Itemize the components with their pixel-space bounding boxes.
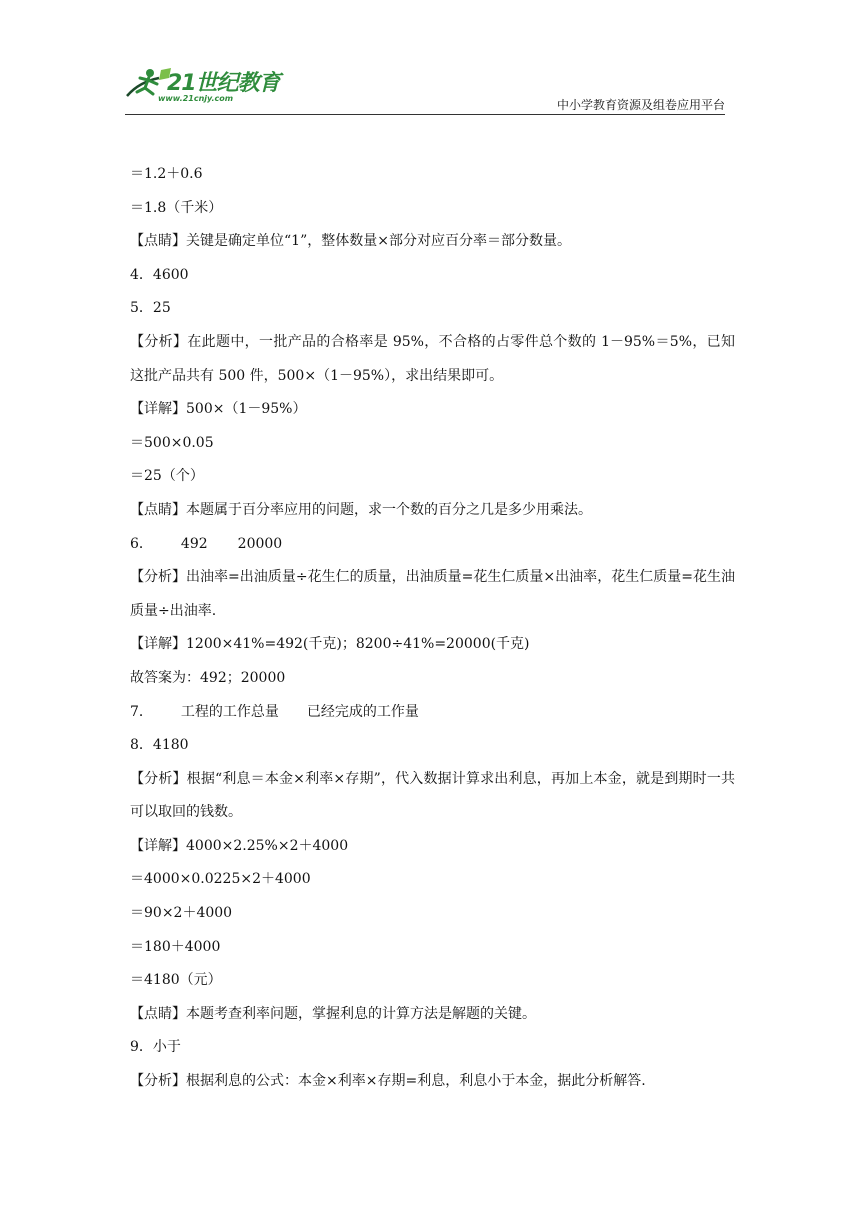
text-line: ＝4180（元）	[130, 972, 222, 989]
text-paragraph: 【分析】根据“利息＝本金×利率×存期”，代入数据计算求出利息，再加上本金，就是到期时一共可以取回的钱数。	[130, 770, 735, 821]
answer-blank: 已经完成的工作量	[306, 703, 419, 720]
text-line: ＝1.8（千米）	[130, 199, 223, 216]
page-header	[0, 0, 860, 120]
text-line: ＝25（个）	[130, 468, 204, 485]
answer-blank: 工程的工作总量	[180, 703, 279, 720]
platform-title: 中小学教育资源及组卷应用平台	[556, 98, 725, 112]
text-paragraph: 【分析】在此题中，一批产品的合格率是 95%，不合格的占零件总个数的 1－95%＝5%，已知这批产品共有 500 件，500×（1－95%），求出结果即可。	[130, 333, 735, 384]
text-line: ＝90×2＋4000	[130, 905, 233, 922]
header-divider	[125, 114, 725, 115]
text-line: 5．25	[130, 300, 171, 317]
text-line: 8．4180	[130, 737, 189, 754]
answer-blank: 20000	[237, 535, 283, 552]
text-line: 4．4600	[130, 266, 189, 283]
text-line: 【点睛】关键是确定单位“1”，整体数量×部分对应百分率＝部分数量。	[130, 233, 571, 250]
text-line: ＝180＋4000	[130, 938, 221, 955]
text-line: ＝1.2＋0.6	[130, 166, 203, 182]
text-line: ＝4000×0.0225×2＋4000	[130, 871, 311, 888]
text-line: 【分析】根据利息的公式：本金×利率×存期=利息，利息小于本金，据此分析解答.	[130, 1073, 646, 1090]
logo-text: 21世纪教育	[167, 71, 280, 96]
logo-url: www.21cnjy.com	[158, 94, 234, 103]
text-line: 9．小于	[130, 1039, 181, 1056]
question-7-answer	[130, 696, 735, 730]
question-number: 7．	[130, 703, 153, 720]
text-line: 【点睛】本题属于百分率应用的问题，求一个数的百分之几是多少用乘法。	[130, 501, 592, 518]
text-line: 【详解】1200×41%=492(千克)；8200÷41%=20000(千克)	[130, 636, 530, 653]
text-paragraph: 【分析】出油率=出油质量÷花生仁的质量，出油质量=花生仁质量×出油率，花生仁质量=花生油质量÷出油率.	[130, 569, 735, 619]
text-line: 【点睛】本题考查利率问题，掌握利息的计算方法是解题的关键。	[130, 1005, 536, 1022]
text-line: ＝500×0.05	[130, 434, 214, 451]
answer-content	[130, 158, 735, 1099]
question-number: 6．	[130, 535, 153, 552]
text-line: 【详解】4000×2.25%×2＋4000	[130, 837, 349, 854]
answer-blank: 492	[180, 535, 208, 552]
text-line: 【详解】500×（1－95%）	[130, 401, 307, 418]
text-line: 故答案为：492；20000	[130, 669, 286, 686]
site-logo[interactable]	[125, 64, 290, 114]
question-6-answer	[130, 528, 735, 562]
